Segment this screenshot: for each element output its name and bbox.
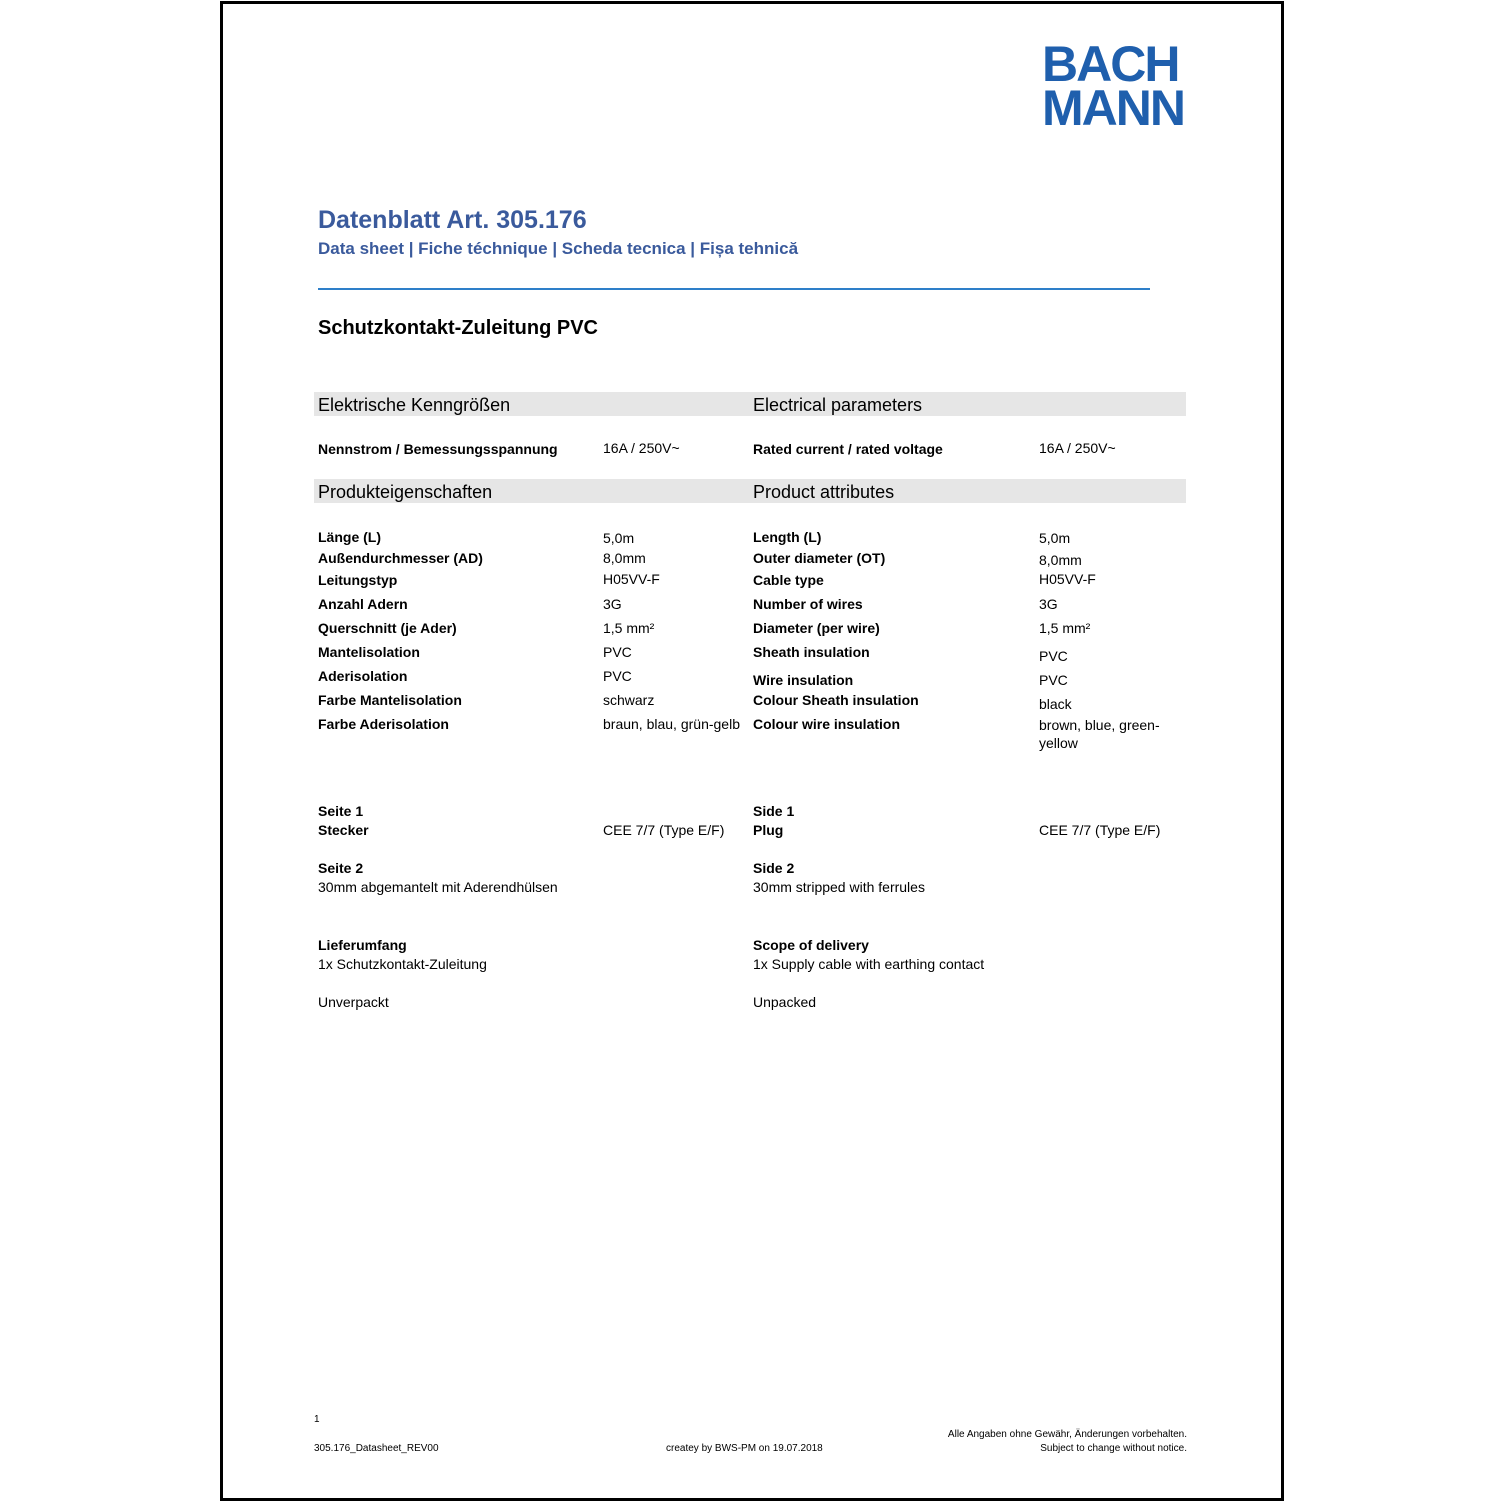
attr-label-de: Aderisolation [318, 668, 408, 684]
attr-label-de: Leitungstyp [318, 572, 398, 588]
attr-value-de: 1,5 mm² [603, 620, 655, 636]
bachmann-logo [1042, 36, 1192, 136]
delivery-text-en: 1x Supply cable with earthing contact [753, 956, 985, 972]
attr-label-en: Colour Sheath insulation [753, 692, 919, 708]
side1-heading-en: Side 1 [753, 803, 795, 819]
side1-value-en: CEE 7/7 (Type E/F) [1039, 822, 1161, 838]
attr-label-de: Anzahl Adern [318, 596, 408, 612]
section-heading-product-en: Product attributes [753, 482, 895, 502]
attr-value-en: black [1039, 696, 1072, 712]
attr-value-de: PVC [603, 644, 632, 660]
attr-label-en: Colour wire insulation [753, 716, 901, 732]
header-divider [318, 288, 1150, 290]
document-id: 305.176_Datasheet_REV00 [314, 1443, 439, 1454]
attr-value-en: PVC [1039, 672, 1068, 688]
disclaimer-de: Alle Angaben ohne Gewähr, Änderungen vorbehalten. [947, 1429, 1187, 1440]
attr-label-de: Mantelisolation [318, 644, 420, 660]
side1-value-de: CEE 7/7 (Type E/F) [603, 822, 725, 838]
attr-value-de: 5,0m [603, 530, 635, 546]
param-label-en: Rated current / rated voltage [753, 441, 943, 457]
attr-value-de: braun, blau, grün-gelb [603, 716, 740, 732]
side1-label-en: Plug [753, 822, 784, 838]
product-name: Schutzkontakt-Zuleitung PVC [318, 317, 598, 339]
attr-label-de: Außendurchmesser (AD) [318, 550, 483, 566]
attr-label-en: Cable type [753, 572, 824, 588]
attr-value-de: schwarz [603, 692, 655, 708]
attr-label-de: Farbe Mantelisolation [318, 692, 462, 708]
delivery-heading-de: Lieferumfang [318, 937, 407, 953]
created-info: createy by BWS-PM on 19.07.2018 [666, 1443, 823, 1454]
side2-text-en: 30mm stripped with ferrules [753, 879, 925, 895]
side2-heading-en: Side 2 [753, 860, 795, 876]
side1-label-de: Stecker [318, 822, 369, 838]
attr-label-de: Länge (L) [318, 529, 381, 545]
page-number: 1 [314, 1414, 320, 1425]
attr-value-de: 3G [603, 596, 622, 612]
attr-value-en: 1,5 mm² [1039, 620, 1091, 636]
param-value-de: 16A / 250V~ [603, 440, 680, 456]
attr-label-de: Farbe Aderisolation [318, 716, 449, 732]
disclaimer-en: Subject to change without notice. [1040, 1443, 1187, 1454]
delivery-heading-en: Scope of delivery [753, 937, 869, 953]
attr-label-en: Wire insulation [753, 672, 854, 688]
document-subtitle: Data sheet | Fiche téchnique | Scheda tecnica | Fișa tehnică [318, 239, 799, 258]
side2-text-de: 30mm abgemantelt mit Aderendhülsen [318, 879, 558, 895]
document-title: Datenblatt Art. 305.176 [318, 206, 587, 234]
attr-value-en: PVC [1039, 648, 1068, 664]
delivery-packing-en: Unpacked [753, 994, 817, 1010]
side1-heading-de: Seite 1 [318, 803, 364, 819]
attr-value-en: brown, blue, green-yellow [1039, 717, 1160, 751]
section-heading-product-de: Produkteigenschaften [318, 482, 493, 502]
attr-value-en: 3G [1039, 596, 1058, 612]
attr-value-de: H05VV-F [603, 571, 660, 587]
attr-value-de: PVC [603, 668, 632, 684]
attr-value-de: 8,0mm [603, 550, 646, 566]
attr-label-en: Length (L) [753, 529, 822, 545]
attr-value-en: H05VV-F [1039, 571, 1096, 587]
attr-label-en: Number of wires [753, 596, 863, 612]
attr-value-en: 8,0mm [1039, 552, 1082, 568]
section-heading-electrical-en: Electrical parameters [753, 395, 923, 415]
param-label-de: Nennstrom / Bemessungsspannung [318, 441, 558, 457]
logo-line-2: MANN [1042, 80, 1184, 136]
param-value-en: 16A / 250V~ [1039, 440, 1116, 456]
section-heading-electrical-de: Elektrische Kenngrößen [318, 395, 511, 415]
delivery-packing-de: Unverpackt [318, 994, 389, 1010]
attr-label-en: Sheath insulation [753, 644, 870, 660]
side2-heading-de: Seite 2 [318, 860, 364, 876]
attr-label-en: Diameter (per wire) [753, 620, 880, 636]
logo-line-1: BACH [1042, 36, 1179, 92]
attr-label-en: Outer diameter (OT) [753, 550, 886, 566]
attr-label-de: Querschnitt (je Ader) [318, 620, 457, 636]
attr-value-en: 5,0m [1039, 530, 1071, 546]
delivery-text-de: 1x Schutzkontakt-Zuleitung [318, 956, 487, 972]
